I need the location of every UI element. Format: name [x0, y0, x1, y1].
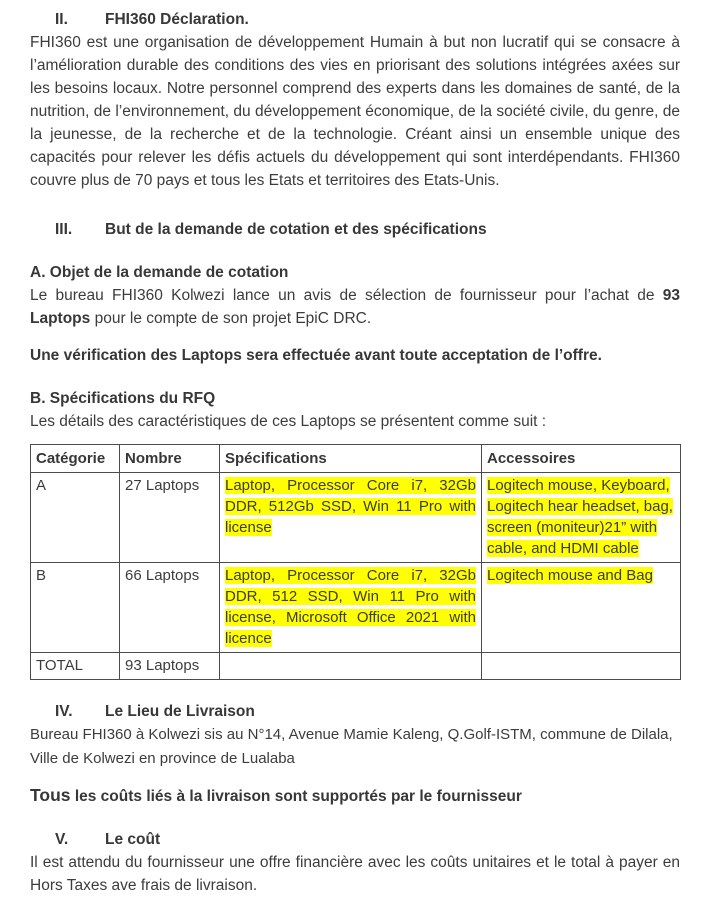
- table-header-specifications: Spécifications: [220, 445, 482, 473]
- table-row-a: [31, 473, 681, 563]
- subsection-a-text-post: pour le compte de son projet EpiC DRC.: [90, 310, 372, 327]
- highlighted-text: Laptop, Processor Core i7, 32Gb DDR, 512Gb SSD, Win 11 Pro with license: [225, 477, 476, 536]
- table-row-b: [31, 563, 681, 653]
- cell-accessories: [482, 563, 681, 653]
- subsection-a-text-pre: Le bureau FHI360 Kolwezi lance un avis de sélection de fournisseur pour l’achat de: [30, 287, 663, 304]
- subsection-a-text-bold: 93 Laptops: [30, 287, 680, 327]
- cell-specs: [220, 653, 482, 680]
- highlighted-text: Logitech mouse, Keyboard, Logitech hear headset, bag, screen (moniteur)21” with cable, and HDMI cable: [487, 477, 673, 557]
- highlighted-text: Logitech mouse and Bag: [487, 567, 653, 584]
- table-header-row: [31, 445, 681, 473]
- delivery-costs-lead: Tous: [30, 785, 71, 805]
- table-header-accessoires: Accessoires: [482, 445, 681, 473]
- cell-count: 93 Laptops: [120, 653, 220, 680]
- section-iii-title: But de la demande de cotation et des spécifications: [105, 221, 487, 238]
- section-ii-numeral: II.: [55, 11, 68, 28]
- section-iii-heading: [30, 218, 680, 241]
- section-iv-numeral: IV.: [55, 703, 73, 720]
- delivery-address: Bureau FHI360 à Kolwezi sis au N°14, Avenue Mamie Kaleng, Q.Golf-ISTM, commune de Dilala, Ville de Kolwezi en province de Lualaba: [30, 726, 673, 767]
- cell-count: 27 Laptops: [120, 473, 220, 563]
- cell-accessories: [482, 473, 681, 563]
- section-ii-heading: [30, 8, 680, 31]
- cell-count: 66 Laptops: [120, 563, 220, 653]
- section-v-heading: [30, 828, 680, 851]
- specifications-table: [30, 444, 681, 680]
- cell-category: TOTAL: [31, 653, 120, 680]
- fhi360-declaration-paragraph: FHI360 est une organisation de développement Humain à but non lucratif qui se consacre à l’amélioration durable des conditions des vies en priorisant des solutions intégrées axées sur les besoins locaux. Notre personnel comprend des experts dans les domaines de santé, de la nutrition, de l’environnement, du développement économique, de la société civile, du genre, de la jeunesse, de la recherche et de la technologie. Créant ainsi un ensemble unique des capacités pour relever les défis actuels du développement qui sont interdépendants. FHI360 couvre plus de 70 pays et tous les Etats et territoires des Etats-Unis.: [30, 34, 680, 189]
- cell-category: B: [31, 563, 120, 653]
- section-iii-numeral: III.: [55, 221, 73, 238]
- cell-specs: [220, 563, 482, 653]
- subsection-b-heading: B. Spécifications du RFQ: [30, 390, 216, 407]
- section-ii-title: FHI360 Déclaration.: [105, 11, 249, 28]
- verification-note: Une vérification des Laptops sera effectuée avant toute acceptation de l’offre.: [30, 347, 602, 364]
- section-v-title: Le coût: [105, 831, 161, 848]
- section-iv-title: Le Lieu de Livraison: [105, 703, 255, 720]
- table-row-total: [31, 653, 681, 680]
- table-header-nombre: Nombre: [120, 445, 220, 473]
- subsection-a-heading: A. Objet de la demande de cotation: [30, 264, 289, 281]
- delivery-costs-note: [30, 784, 680, 808]
- cost-paragraph: Il est attendu du fournisseur une offre financière avec les coûts unitaires et le total à payer en Hors Taxes ave frais de livraison.: [30, 854, 680, 894]
- subsection-a-paragraph: [30, 284, 680, 330]
- cell-accessories: [482, 653, 681, 680]
- table-header-categorie: Catégorie: [31, 445, 120, 473]
- section-v-numeral: V.: [55, 831, 69, 848]
- subsection-b-intro: Les détails des caractéristiques de ces Laptops se présentent comme suit :: [30, 413, 547, 430]
- cell-specs: [220, 473, 482, 563]
- highlighted-text: Laptop, Processor Core i7, 32Gb DDR, 512 SSD, Win 11 Pro with license, Microsoft Office 2021 with licence: [225, 567, 476, 647]
- section-iv-heading: [30, 700, 680, 723]
- delivery-costs-rest: les coûts liés à la livraison sont supportés par le fournisseur: [70, 788, 522, 805]
- cell-category: A: [31, 473, 120, 563]
